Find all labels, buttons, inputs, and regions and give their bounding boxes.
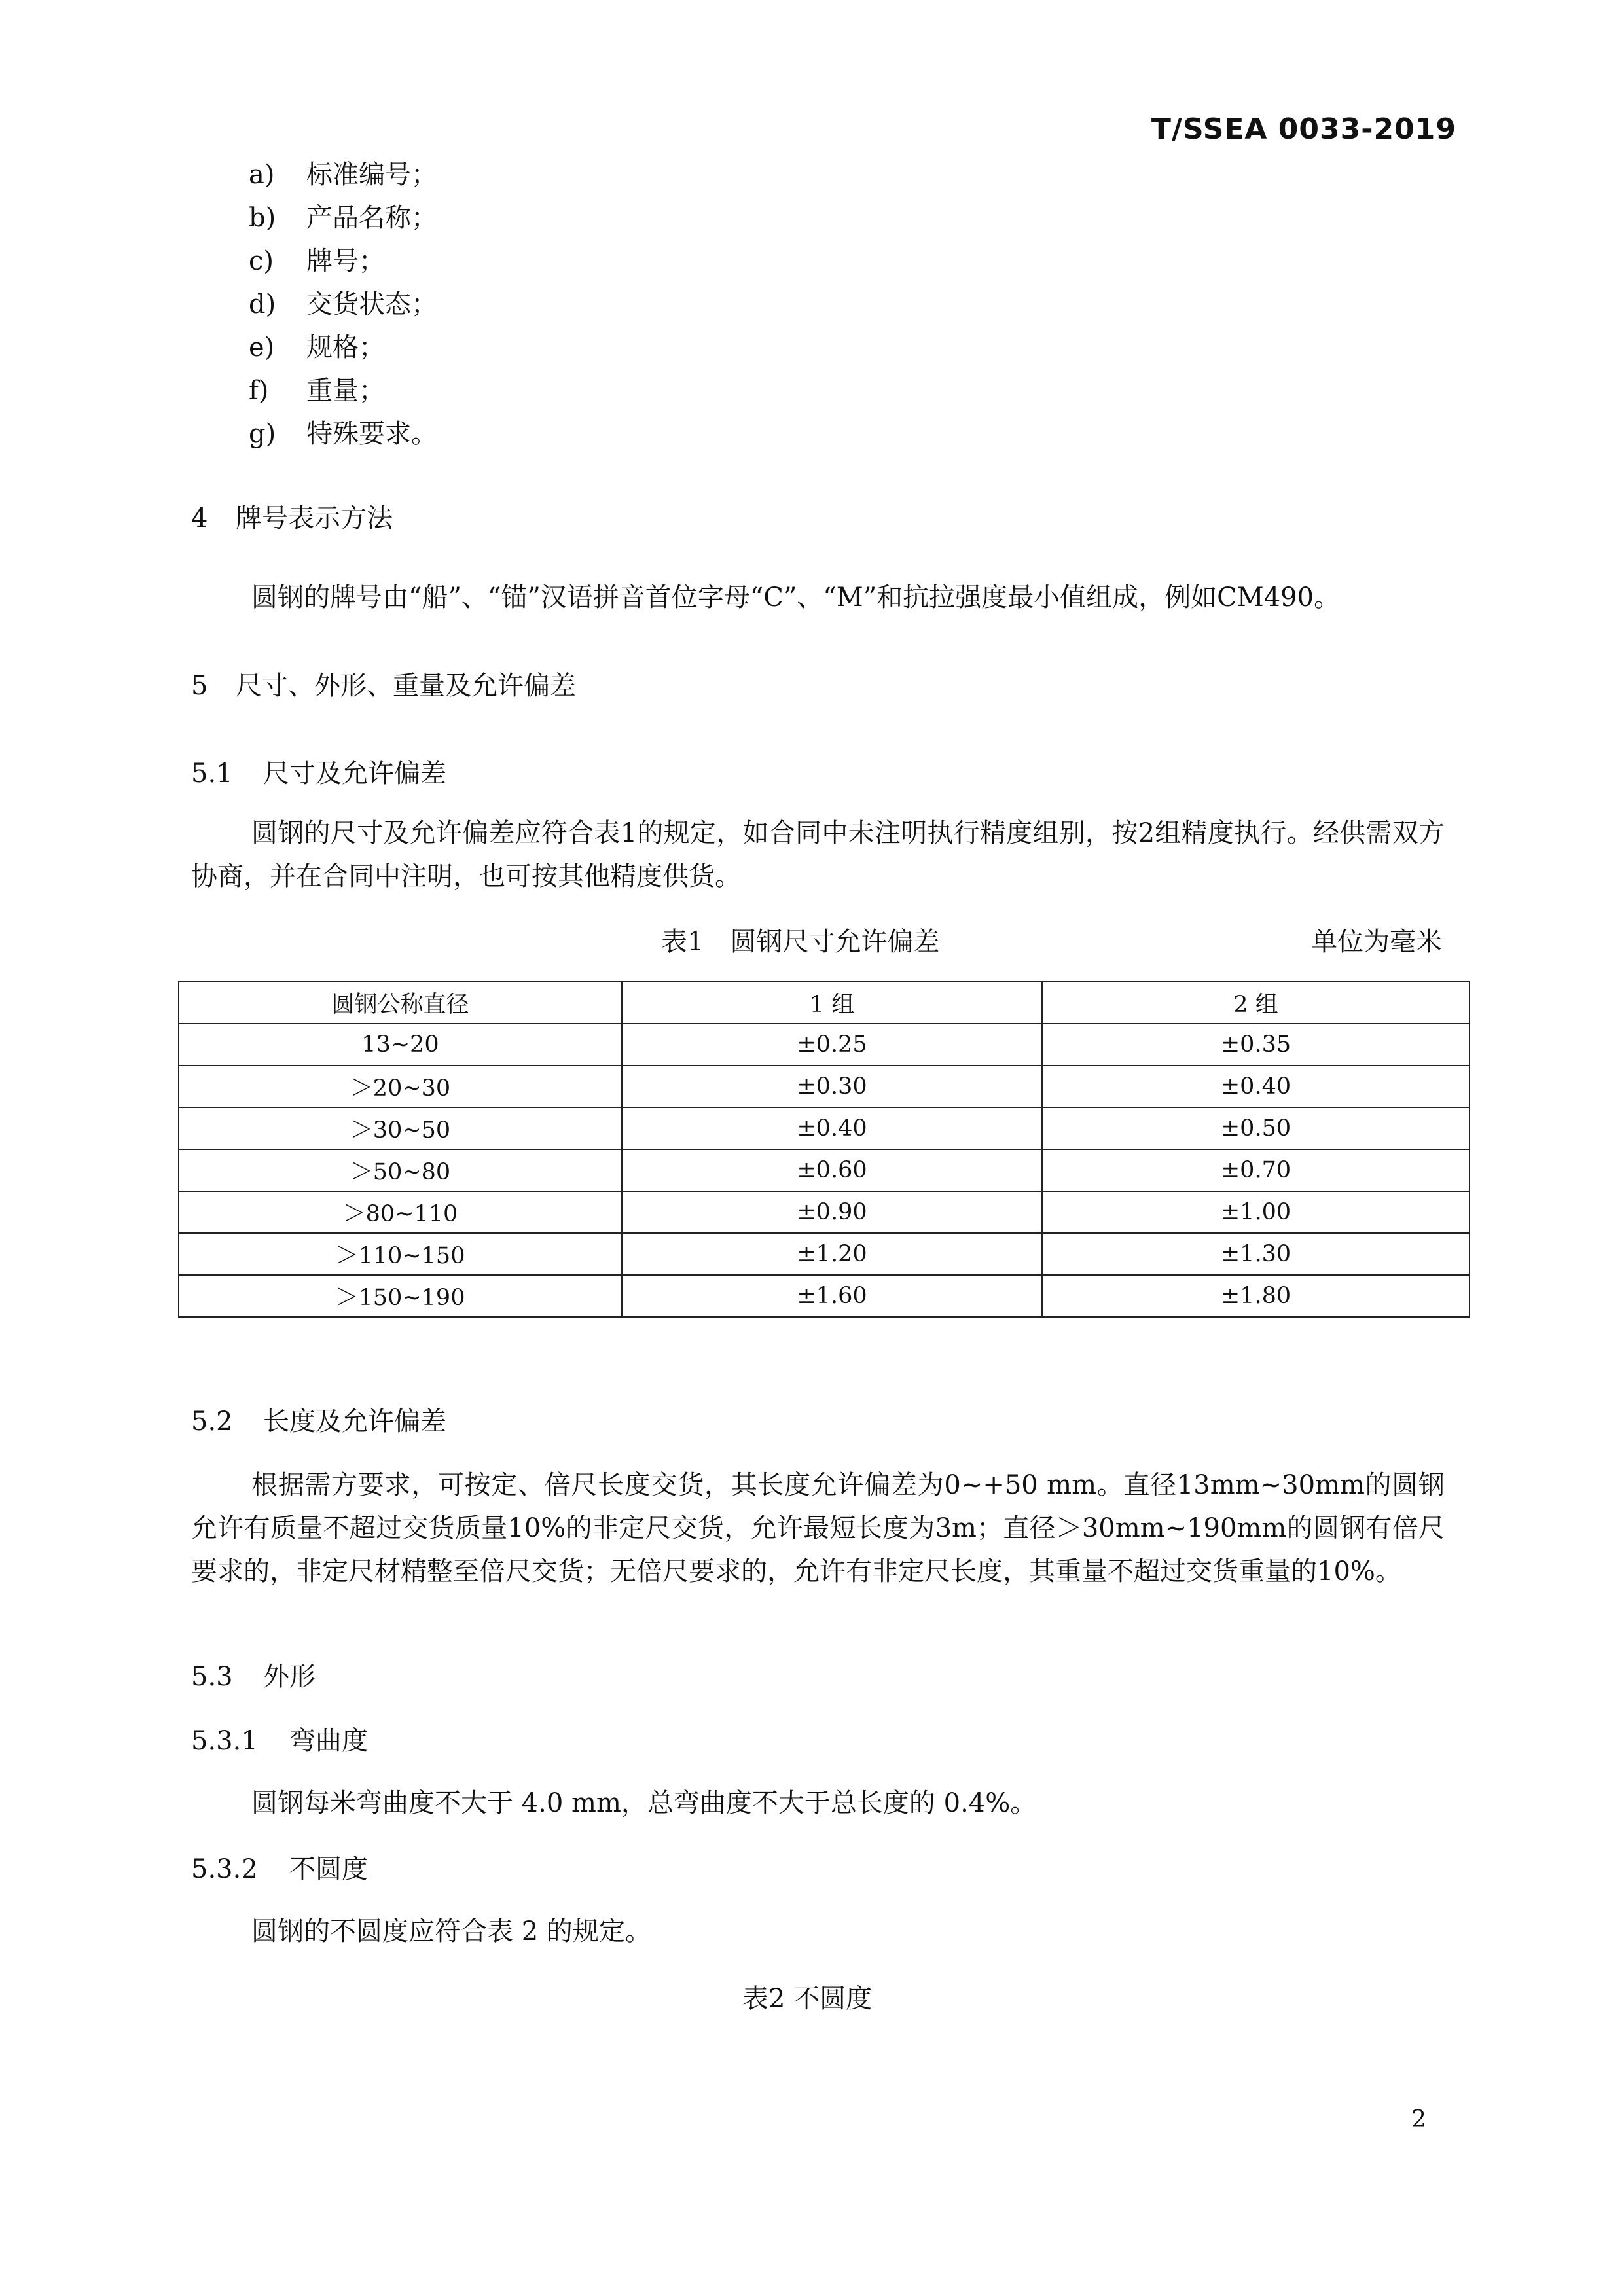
table-cell: ＞20~30	[179, 1066, 622, 1107]
table-row	[179, 1107, 1470, 1149]
list-marker: f)	[249, 376, 269, 406]
section-4-heading	[191, 497, 393, 535]
section-5-3-1-heading	[191, 1720, 368, 1757]
table-row	[179, 1024, 1470, 1066]
list-marker: g)	[249, 419, 276, 449]
list-marker: c)	[249, 246, 274, 276]
section-number: 5.3	[191, 1662, 233, 1692]
section-number: 4	[191, 503, 208, 533]
section-5-3-2-heading	[191, 1848, 368, 1886]
list-text: 交货状态；	[306, 289, 437, 319]
section-title: 弯曲度	[289, 1726, 368, 1756]
section-5-2-body: 根据需方要求，可按定、倍尺长度交货，其长度允许偏差为0~+50 mm。直径13mm~30mm的圆钢允许有质量不超过交货质量10%的非定尺交货，允许最短长度为3m；直径＞30mm~190mm的圆钢有倍尺要求的，非定尺材精整至倍尺交货；无倍尺要求的，允许有非定尺长度，其重量不超过交货重量的10%。	[191, 1470, 1445, 1587]
section-number: 5.2	[191, 1407, 233, 1437]
section-title: 尺寸及允许偏差	[263, 759, 446, 789]
table-2-caption: 表2 不圆度	[742, 1984, 873, 2014]
section-5-1-body: 圆钢的尺寸及允许偏差应符合表1的规定，如合同中未注明执行精度组别，按2组精度执行。经供需双方协商，并在合同中注明，也可按其他精度供货。	[191, 818, 1445, 891]
section-title: 外形	[263, 1662, 316, 1692]
section-number: 5.3.2	[191, 1854, 258, 1884]
table-1	[178, 981, 1470, 1318]
table-cell: ±0.25	[622, 1024, 1042, 1066]
list-item	[249, 153, 437, 196]
table-row	[179, 1233, 1470, 1275]
list-item	[249, 369, 437, 412]
section-4-body: 圆钢的牌号由“船”、“锚”汉语拼音首位字母“C”、“M”和抗拉强度最小值组成，例如CM490。	[251, 583, 1341, 613]
section-number: 5	[191, 671, 208, 701]
section-5-3-2-body: 圆钢的不圆度应符合表 2 的规定。	[251, 1916, 651, 1946]
list-marker: a)	[249, 160, 275, 190]
table-cell: ±0.90	[622, 1191, 1042, 1233]
table-cell: ＞50~80	[179, 1149, 622, 1191]
marking-list	[249, 153, 437, 456]
table-row	[179, 1275, 1470, 1317]
section-title: 长度及允许偏差	[263, 1407, 446, 1437]
table-cell: ＞30~50	[179, 1107, 622, 1149]
section-5-2-heading	[191, 1401, 446, 1438]
table-cell: ±0.35	[1042, 1024, 1470, 1066]
table-cell: ±0.70	[1042, 1149, 1470, 1191]
list-item	[249, 196, 437, 240]
list-item	[249, 240, 437, 283]
table-row	[179, 1191, 1470, 1233]
list-marker: e)	[249, 332, 275, 363]
table-1-caption: 表1 圆钢尺寸允许偏差	[661, 927, 940, 957]
table-header-cell: 1 组	[622, 982, 1042, 1024]
table-cell: ±0.40	[622, 1107, 1042, 1149]
table-cell: ＞80~110	[179, 1191, 622, 1233]
section-5-3-heading	[191, 1656, 316, 1693]
list-item	[249, 283, 437, 326]
section-title: 牌号表示方法	[236, 503, 393, 533]
page-number: 2	[1411, 2106, 1426, 2133]
list-text: 重量；	[306, 376, 385, 406]
section-5-3-1-body: 圆钢每米弯曲度不大于 4.0 mm，总弯曲度不大于总长度的 0.4%。	[251, 1788, 1037, 1818]
table-cell: 13~20	[179, 1024, 622, 1066]
table-header-row	[179, 982, 1470, 1024]
section-number: 5.1	[191, 759, 233, 789]
table-cell: ±1.80	[1042, 1275, 1470, 1317]
list-marker: d)	[249, 289, 276, 319]
table-header-cell: 2 组	[1042, 982, 1470, 1024]
table-cell: ±1.00	[1042, 1191, 1470, 1233]
table-cell: ±0.60	[622, 1149, 1042, 1191]
list-text: 特殊要求。	[306, 419, 437, 449]
table-cell: ±0.30	[622, 1066, 1042, 1107]
section-title: 尺寸、外形、重量及允许偏差	[236, 671, 576, 701]
document-id: T/SSEA 0033-2019	[1151, 113, 1456, 146]
section-5-heading	[191, 665, 576, 702]
table-row	[179, 1149, 1470, 1191]
table-cell: ±1.60	[622, 1275, 1042, 1317]
section-number: 5.3.1	[191, 1726, 258, 1756]
list-text: 牌号；	[306, 246, 385, 276]
list-text: 标准编号；	[306, 160, 437, 190]
list-text: 规格；	[306, 332, 385, 363]
section-5-1-heading	[191, 753, 446, 790]
table-cell: ±1.30	[1042, 1233, 1470, 1275]
table-cell: ＞150~190	[179, 1275, 622, 1317]
table-cell: ±1.20	[622, 1233, 1042, 1275]
list-item	[249, 326, 437, 369]
table-1-unit: 单位为毫米	[1311, 927, 1442, 957]
list-item	[249, 412, 437, 456]
list-text: 产品名称；	[306, 203, 437, 233]
table-row	[179, 1066, 1470, 1107]
table-cell: ±0.40	[1042, 1066, 1470, 1107]
table-cell: ＞110~150	[179, 1233, 622, 1275]
table-header-cell: 圆钢公称直径	[179, 982, 622, 1024]
list-marker: b)	[249, 203, 276, 233]
section-title: 不圆度	[289, 1854, 368, 1884]
table-cell: ±0.50	[1042, 1107, 1470, 1149]
